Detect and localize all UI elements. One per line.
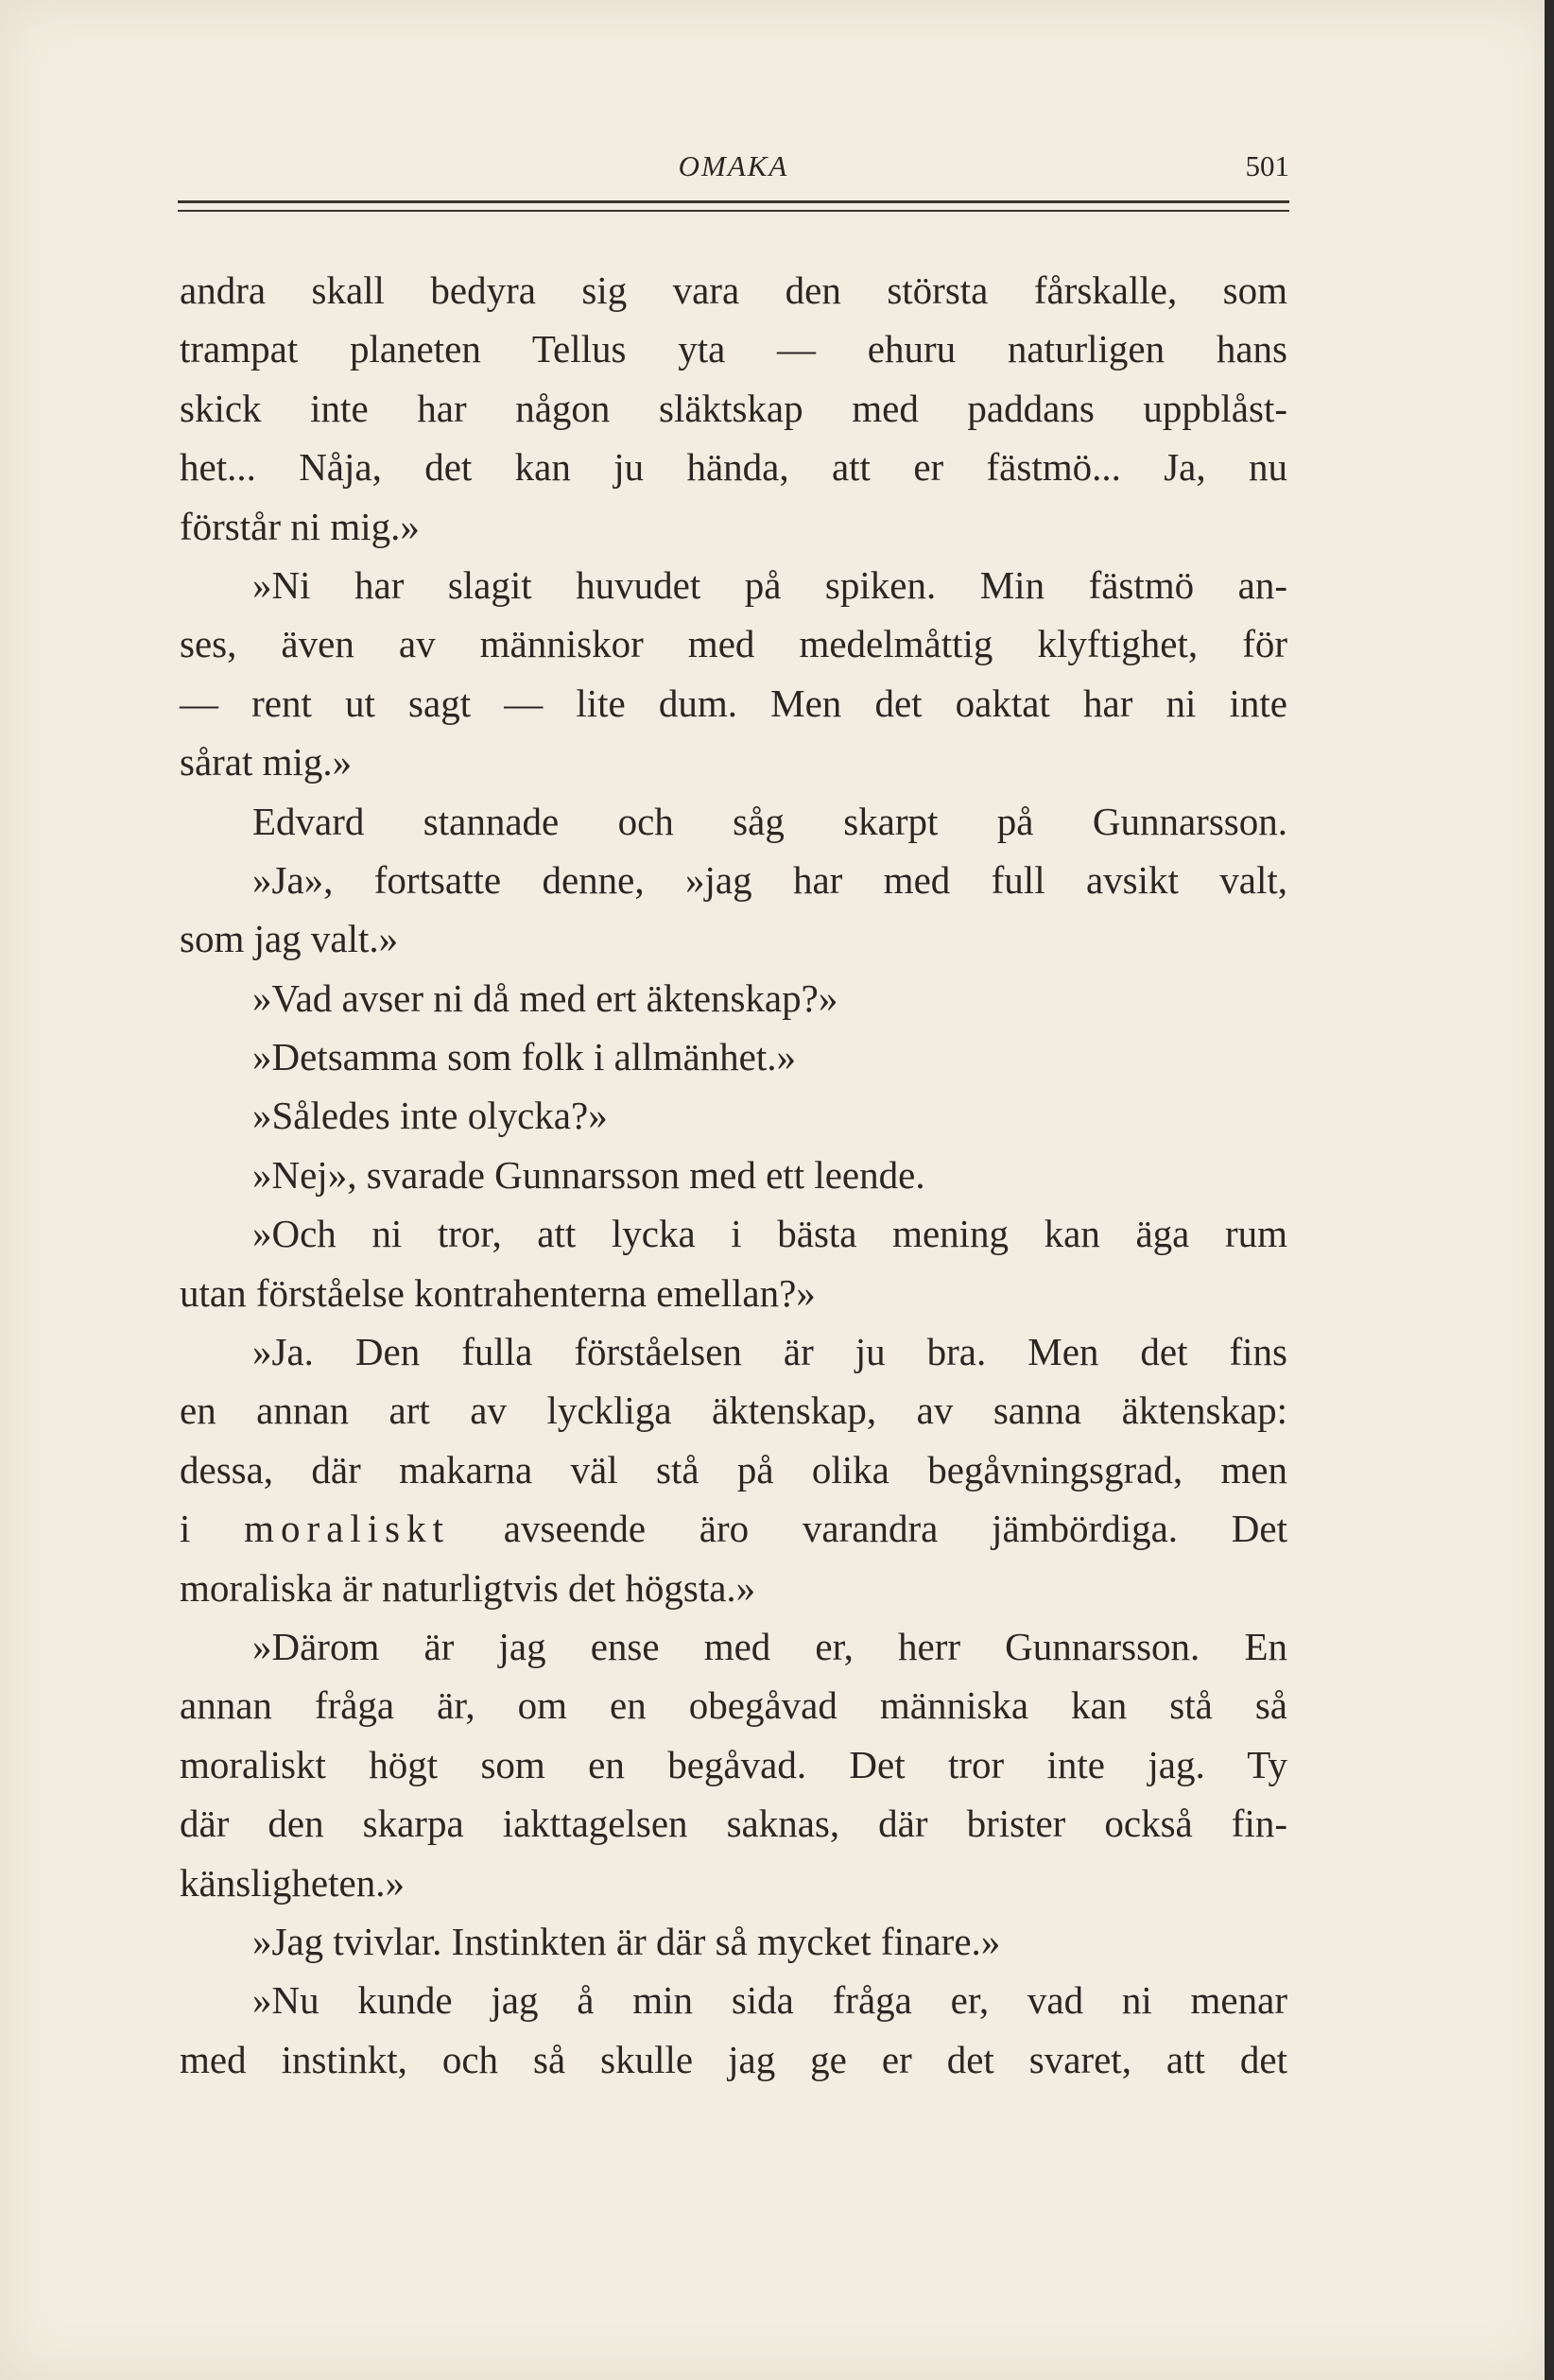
- text-line: het... Nåja, det kan ju hända, att er fästmö... Ja, nu: [180, 445, 1287, 490]
- running-title: OMAKA: [678, 149, 789, 182]
- text-line: andra skall bedyra sig vara den största fårskalle, som: [180, 268, 1287, 312]
- body-text: [180, 261, 1287, 2089]
- text-line: dessa, där makarna väl stå på olika begåvningsgrad, men: [180, 1447, 1287, 1492]
- text-line-spaced: [180, 1499, 1287, 1558]
- text-line: känsligheten.»: [180, 1860, 405, 1905]
- text-line: en annan art av lyckliga äktenskap, av sanna äktenskap:: [180, 1388, 1287, 1433]
- text-line: »Ja. Den fulla förståelsen är ju bra. Men det fins: [252, 1330, 1287, 1374]
- emphasis-spaced-word: moraliskt: [244, 1507, 451, 1551]
- header-rule-bottom: [178, 210, 1289, 212]
- text-line: »Därom är jag ense med er, herr Gunnarsson. En: [252, 1624, 1287, 1668]
- text-line: »Jag tvivlar. Instinkten är där så mycket finare.»: [252, 1919, 1001, 1963]
- header-rule-top: [178, 200, 1289, 203]
- text-line: med instinkt, och så skulle jag ge er det svaret, att det: [180, 2037, 1287, 2081]
- text-line: »Således inte olycka?»: [252, 1094, 608, 1138]
- scan-edge: [1545, 0, 1554, 2380]
- text-line: moraliska är naturligtvis det högsta.»: [180, 1565, 756, 1610]
- text-line: »Ja», fortsatte denne, »jag har med full avsikt valt,: [252, 857, 1287, 902]
- text-line: annan fråga är, om en obegåvad människa kan stå så: [180, 1683, 1287, 1728]
- page-number: 501: [1245, 149, 1289, 182]
- text-fragment: i: [180, 1507, 245, 1551]
- text-line: »Detsamma som folk i allmänhet.»: [252, 1035, 797, 1079]
- text-line: — rent ut sagt — lite dum. Men det oaktat har ni inte: [180, 681, 1287, 725]
- text-line: trampat planeten Tellus yta — ehuru naturligen hans: [180, 327, 1287, 371]
- text-line: ses, även av människor med medelmåttig klyftighet, för: [180, 622, 1287, 666]
- text-line: »Nej», svarade Gunnarsson med ett leende.: [252, 1152, 925, 1197]
- text-line: förstår ni mig.»: [180, 504, 420, 548]
- text-line: »Ni har slagit huvudet på spiken. Min fästmö an-: [252, 562, 1287, 607]
- page-header: [178, 140, 1289, 197]
- text-line: »Nu kunde jag å min sida fråga er, vad ni menar: [252, 1978, 1287, 2023]
- text-line: moraliskt högt som en begåvad. Det tror inte jag. Ty: [180, 1742, 1287, 1786]
- text-fragment: avseende äro varandra jämbördiga. Det: [450, 1507, 1287, 1551]
- text-line: som jag valt.»: [180, 917, 399, 961]
- text-line: där den skarpa iakttagelsen saknas, där brister också fin-: [180, 1802, 1287, 1846]
- text-line: utan förståelse kontrahenterna emellan?»: [180, 1270, 816, 1315]
- text-line: sårat mig.»: [180, 740, 353, 785]
- text-line: Edvard stannade och såg skarpt på Gunnarsson.: [252, 799, 1287, 843]
- text-line: »Och ni tror, att lycka i bästa mening kan äga rum: [252, 1212, 1287, 1256]
- text-line: »Vad avser ni då med ert äktenskap?»: [252, 975, 838, 1020]
- text-line: skick inte har någon släktskap med paddans uppblåst-: [180, 386, 1287, 430]
